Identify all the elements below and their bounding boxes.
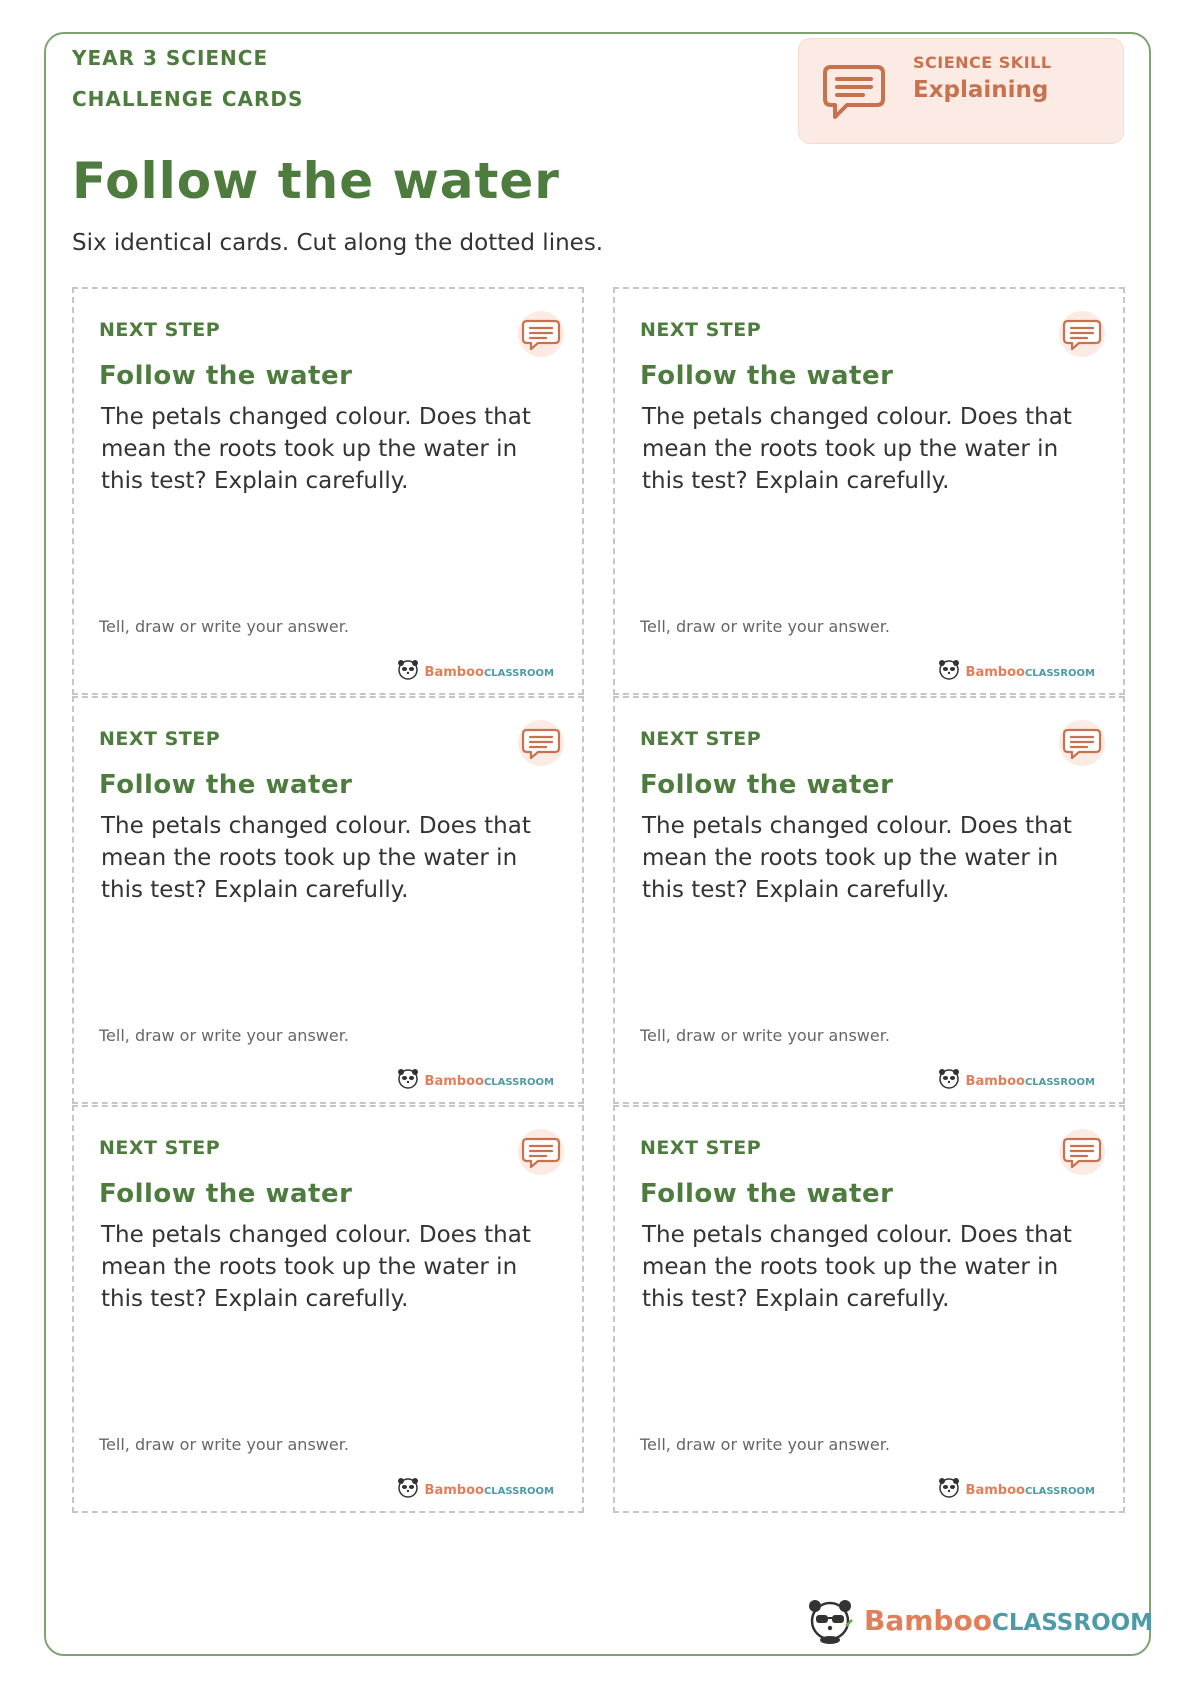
challenge-card	[72, 1105, 584, 1513]
card-answer-hint: Tell, draw or write your answer.	[640, 1435, 890, 1454]
resource-type-kicker: CHALLENGE CARDS	[72, 87, 304, 111]
card-question: The petals changed colour. Does that mean the roots took up the water in this test? Explain carefully.	[101, 813, 531, 903]
logo-bamboo-text: Bamboo	[965, 1073, 1025, 1089]
speech-bubble-icon	[518, 311, 564, 357]
card-kicker: NEXT STEP	[99, 1137, 221, 1159]
science-skill-panel	[798, 38, 1124, 144]
card-question: The petals changed colour. Does that mean the roots took up the water in this test? Explain carefully.	[101, 404, 531, 494]
card-title: Follow the water	[99, 1179, 353, 1209]
challenge-card	[613, 1105, 1125, 1513]
card-logo	[397, 659, 554, 681]
challenge-card	[613, 287, 1125, 695]
speech-bubble-icon	[1059, 1129, 1105, 1175]
logo-bamboo-text: Bamboo	[864, 1603, 992, 1637]
card-kicker: NEXT STEP	[99, 728, 221, 750]
card-title: Follow the water	[640, 1179, 894, 1209]
cards-grid	[72, 287, 1125, 1513]
card-logo	[938, 1477, 1095, 1499]
card-kicker: NEXT STEP	[640, 319, 762, 341]
card-logo	[938, 659, 1095, 681]
card-logo	[397, 1068, 554, 1090]
challenge-card	[72, 696, 584, 1104]
page-subtitle: Six identical cards. Cut along the dotted lines.	[72, 230, 604, 256]
logo-bamboo-text: Bamboo	[424, 1482, 484, 1498]
page-title: Follow the water	[72, 152, 560, 210]
card-question: The petals changed colour. Does that mean the roots took up the water in this test? Explain carefully.	[642, 1222, 1072, 1312]
card-kicker: NEXT STEP	[99, 319, 221, 341]
card-logo	[938, 1068, 1095, 1090]
card-title: Follow the water	[640, 361, 894, 391]
logo-classroom-text: CLASSROOM	[1024, 667, 1095, 679]
logo-classroom-text: CLASSROOM	[991, 1609, 1154, 1636]
skill-value: Explaining	[913, 77, 1049, 103]
card-question: The petals changed colour. Does that mean the roots took up the water in this test? Explain carefully.	[101, 1222, 531, 1312]
panda-logo-icon	[806, 1596, 854, 1644]
card-logo	[397, 1477, 554, 1499]
logo-classroom-text: CLASSROOM	[483, 667, 554, 679]
card-answer-hint: Tell, draw or write your answer.	[99, 1026, 349, 1045]
logo-classroom-text: CLASSROOM	[483, 1485, 554, 1497]
speech-bubble-icon	[821, 59, 887, 125]
panda-logo-icon	[938, 1068, 960, 1090]
card-title: Follow the water	[640, 770, 894, 800]
speech-bubble-icon	[1059, 311, 1105, 357]
card-title: Follow the water	[99, 361, 353, 391]
card-kicker: NEXT STEP	[640, 728, 762, 750]
logo-bamboo-text: Bamboo	[965, 664, 1025, 680]
logo-bamboo-text: Bamboo	[965, 1482, 1025, 1498]
panda-logo-icon	[397, 1477, 419, 1499]
panda-logo-icon	[938, 659, 960, 681]
card-kicker: NEXT STEP	[640, 1137, 762, 1159]
challenge-card	[613, 696, 1125, 1104]
card-answer-hint: Tell, draw or write your answer.	[99, 1435, 349, 1454]
panda-logo-icon	[397, 1068, 419, 1090]
card-answer-hint: Tell, draw or write your answer.	[99, 617, 349, 636]
challenge-card	[72, 287, 584, 695]
speech-bubble-icon	[518, 720, 564, 766]
footer-logo	[806, 1596, 1153, 1644]
logo-classroom-text: CLASSROOM	[483, 1076, 554, 1088]
logo-bamboo-text: Bamboo	[424, 664, 484, 680]
card-question: The petals changed colour. Does that mean the roots took up the water in this test? Explain carefully.	[642, 813, 1072, 903]
card-title: Follow the water	[99, 770, 353, 800]
logo-bamboo-text: Bamboo	[424, 1073, 484, 1089]
card-answer-hint: Tell, draw or write your answer.	[640, 1026, 890, 1045]
speech-bubble-icon	[1059, 720, 1105, 766]
card-answer-hint: Tell, draw or write your answer.	[640, 617, 890, 636]
logo-classroom-text: CLASSROOM	[1024, 1076, 1095, 1088]
subject-kicker: YEAR 3 SCIENCE	[72, 46, 269, 70]
card-question: The petals changed colour. Does that mean the roots took up the water in this test? Explain carefully.	[642, 404, 1072, 494]
panda-logo-icon	[938, 1477, 960, 1499]
speech-bubble-icon	[518, 1129, 564, 1175]
panda-logo-icon	[397, 659, 419, 681]
logo-classroom-text: CLASSROOM	[1024, 1485, 1095, 1497]
skill-label: SCIENCE SKILL	[913, 53, 1052, 72]
